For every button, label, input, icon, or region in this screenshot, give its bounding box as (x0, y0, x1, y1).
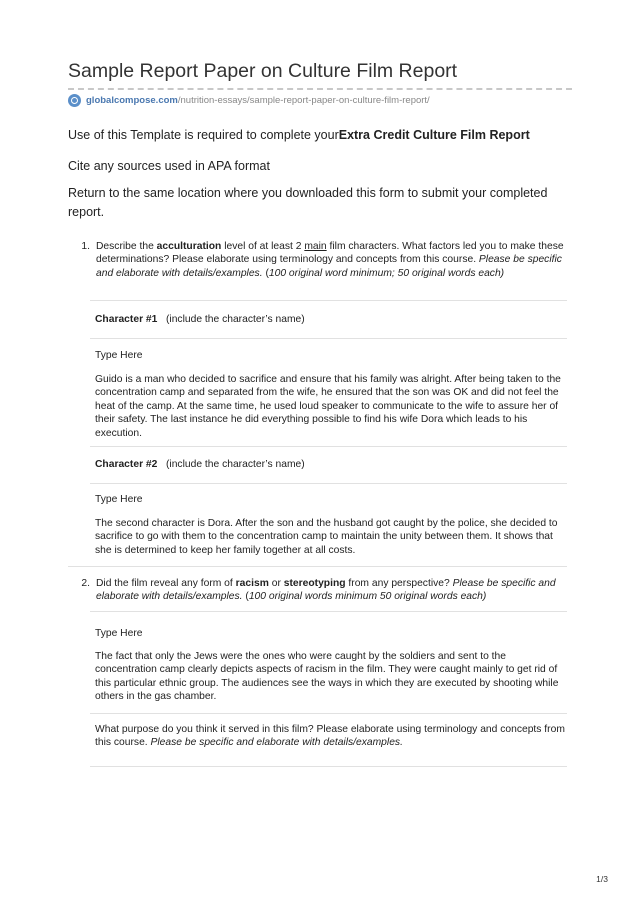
q2-bold-racism: racism (235, 578, 269, 589)
divider (90, 713, 567, 714)
followup-italic: Please be specific and elaborate with details/examples. (150, 737, 403, 749)
q1-italic-a: Please be specific and elaborate with details/examples. (96, 254, 562, 279)
q2-text-d: ( (242, 591, 249, 603)
character-2-label: Character #2 (95, 459, 158, 470)
question-2-text (96, 577, 570, 604)
q2-text-c: from any perspective? (345, 578, 453, 589)
followup-text: What purpose do you think it served in this film? Please elaborate using terminology and concepts from this course. (95, 724, 565, 749)
source-path: /nutrition-essays/sample-report-paper-on-culture-film-report/ (177, 94, 430, 106)
question-1-text (96, 240, 570, 280)
question-2-number: 2. (81, 578, 90, 589)
followup-question (95, 723, 567, 750)
q2-italic-b: 100 original words minimum 50 original words each) (248, 591, 487, 603)
answer-question-2[interactable]: The fact that only the Jews were the ones who were caught by the soldiers and sent to the concentration camp clearly depicts aspects of racism in the film. They were caught mainly to get rid of this particular ethnic group. The audiences see the ways in which they are executed by shooting while others in the gas chamber. (95, 651, 559, 703)
q1-text-d: ( (262, 267, 269, 279)
q1-text-b: level of at least 2 (221, 241, 305, 252)
divider (90, 338, 567, 339)
q1-text-c: film characters. What factors led you to make these determinations? Please elaborate using terminology and concepts from this course. (96, 241, 564, 266)
q1-text-a: Describe the (96, 241, 157, 252)
intro-line-2: Cite any sources used in APA format (68, 159, 270, 173)
q2-bold-stereotyping: stereotyping (283, 578, 346, 589)
intro-line-3: Return to the same location where you downloaded this form to submit your completed report. (68, 186, 548, 219)
q1-italic-b: 100 original word minimum; 50 original words each) (268, 267, 505, 279)
q2-text-a: Did the film reveal any form of (96, 578, 236, 589)
divider (68, 566, 567, 567)
q2-italic-a: Please be specific and elaborate with details/examples. (96, 578, 556, 603)
question-1-number: 1. (81, 241, 90, 252)
q2-text-b: or (268, 578, 284, 589)
globe-icon (68, 94, 81, 107)
character-1-heading (95, 313, 567, 326)
page-title: Sample Report Paper on Culture Film Report (68, 60, 458, 82)
character-2-hint: (include the character’s name) (165, 459, 305, 470)
answer-character-1[interactable]: Guido is a man who decided to sacrifice and ensure that his family was alright. After being taken to the concentration camp and separated from the wife, he ensured that the son was OK and did not feel the heat of the camp. At the same time, he used loud speaker to communicate to the wife to assure her of their safety. The last instance he did everything possible to find his wife Dora which leads to his execution. (95, 374, 561, 439)
answer-character-2[interactable]: The second character is Dora. After the son and the husband got caught by the police, she decided to sacrifice to go with them to the concentration camp to maintain the unity between them. It shows that she is determined to keep her family together at all costs. (95, 518, 558, 556)
intro-line-1-bold: Extra Credit Culture Film Report (338, 128, 530, 142)
source-domain: globalcompose.com (86, 94, 178, 106)
character-1-hint: (include the character’s name) (165, 314, 305, 325)
divider (90, 611, 567, 612)
source-link[interactable] (68, 92, 430, 108)
type-here-2[interactable]: Type Here (95, 494, 143, 505)
type-here-1[interactable]: Type Here (95, 350, 143, 361)
divider (90, 300, 567, 301)
page-number: 1/3 (596, 874, 608, 884)
divider (90, 766, 567, 767)
divider (90, 446, 567, 447)
character-1-label: Character #1 (95, 314, 158, 325)
type-here-3[interactable]: Type Here (95, 628, 143, 639)
character-2-heading (95, 458, 567, 471)
intro-line-1-text: Use of this Template is required to complete your (68, 128, 339, 142)
title-divider (68, 88, 572, 90)
divider (90, 483, 567, 484)
q1-bold-acculturation: acculturation (156, 241, 222, 252)
q1-underline-main: main (304, 241, 327, 252)
intro-line-1 (68, 126, 568, 145)
